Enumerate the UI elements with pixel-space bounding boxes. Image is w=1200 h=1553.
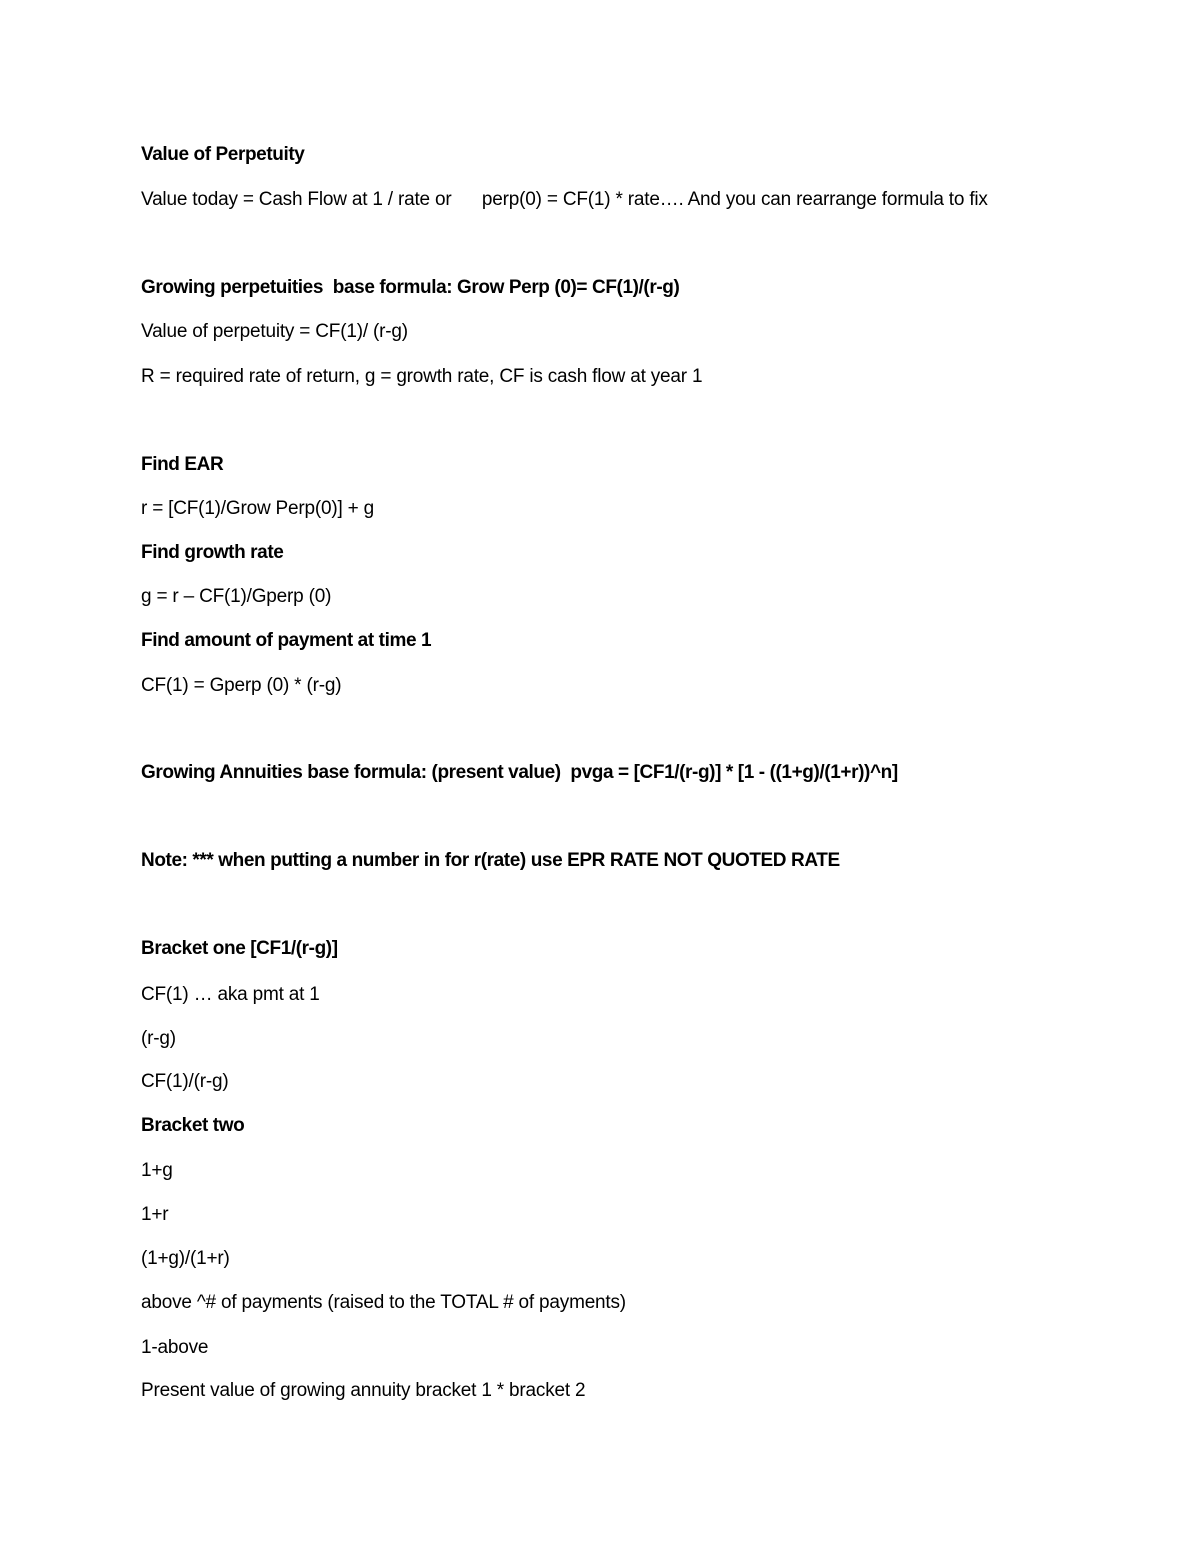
bracket-one-step-3: CF(1)/(r-g) <box>141 1071 229 1092</box>
note-line: Note: *** when putting a number in for r(rate) use EPR RATE NOT QUOTED RATE <box>141 850 840 871</box>
payment-formula-line: CF(1) = Gperp (0) * (r-g) <box>141 675 342 696</box>
heading-bracket-two: Bracket two <box>141 1115 245 1136</box>
bracket-two-step-4: above ^# of payments (raised to the TOTAL # of payments) <box>141 1292 626 1313</box>
ear-formula-line: r = [CF(1)/Grow Perp(0)] + g <box>141 498 375 519</box>
bracket-two-step-1: 1+g <box>141 1160 173 1181</box>
perpetuity-value-line: Value of perpetuity = CF(1)/ (r-g) <box>141 321 408 342</box>
heading-find-ear: Find EAR <box>141 454 224 475</box>
heading-bracket-one: Bracket one [CF1/(r-g)] <box>141 938 338 959</box>
perpetuity-formula-line: Value today = Cash Flow at 1 / rate or perp(0) = CF(1) * rate…. And you can rearrange formula to fix <box>141 189 988 210</box>
heading-value-of-perpetuity: Value of Perpetuity <box>141 144 305 165</box>
bracket-two-step-3: (1+g)/(1+r) <box>141 1248 230 1269</box>
bracket-two-step-2: 1+r <box>141 1204 169 1225</box>
growth-rate-formula-line: g = r – CF(1)/Gperp (0) <box>141 586 332 607</box>
heading-growing-annuities: Growing Annuities base formula: (present value) pvga = [CF1/(r-g)] * [1 - ((1+g)/(1+r))^n] <box>141 762 898 783</box>
heading-find-growth-rate: Find growth rate <box>141 542 284 563</box>
bracket-one-step-1: CF(1) … aka pmt at 1 <box>141 984 320 1005</box>
bracket-one-step-2: (r-g) <box>141 1028 176 1049</box>
bracket-two-step-5: 1-above <box>141 1337 209 1358</box>
heading-find-payment: Find amount of payment at time 1 <box>141 630 432 651</box>
heading-growing-perpetuities: Growing perpetuities base formula: Grow Perp (0)= CF(1)/(r-g) <box>141 277 680 298</box>
present-value-summary-line: Present value of growing annuity bracket 1 * bracket 2 <box>141 1380 586 1401</box>
variable-definitions-line: R = required rate of return, g = growth rate, CF is cash flow at year 1 <box>141 366 703 387</box>
